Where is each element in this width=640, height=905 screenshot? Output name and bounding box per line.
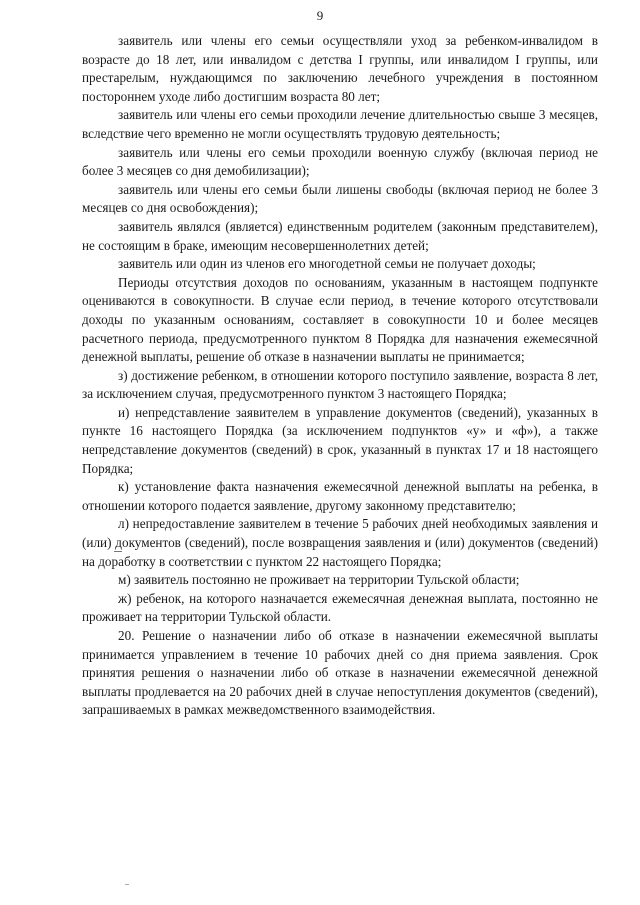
- page-number: 9: [316, 8, 324, 23]
- paragraph-income-periods: Периоды отсутствия доходов по основаниям, указанным в настоящем подпункте оцениваются в совокупности. В случае если период, в течение которого отсутствовали доходы по указанным основаниям, составляет в совокупности 10 и более месяцев расчетного периода, предусмотренного пунктом 8 Порядка для назначения ежемесячной денежной выплаты, решение об отказе в назначении выплаты не принимается;: [82, 274, 598, 365]
- paragraph-treatment: заявитель или члены его семьи проходили лечение длительностью свыше 3 месяцев, вследствие чего временно не могли осуществлять трудовую деятельность;: [82, 107, 598, 141]
- paragraph-care: заявитель или члены его семьи осуществляли уход за ребенком-инвалидом в возрасте до 18 лет, или инвалидом с детства I группы, или инвалидом I группы, или престарелым, нуждающимся по заключению лечебного учреждения в постоянном постороннем уходе либо достигшим возраста 80 лет;: [82, 33, 598, 104]
- paragraph-single-parent: заявитель являлся (является) единственным родителем (законным представителем), не состоящим в браке, имеющим несовершеннолетних детей;: [82, 218, 598, 253]
- document-body: [82, 32, 598, 720]
- scan-artifact: [114, 551, 122, 552]
- paragraph-item-zh: ж) ребенок, на которого назначается ежемесячная денежная выплата, постоянно не проживает на территории Тульской области.: [82, 590, 598, 625]
- paragraph-large-family: заявитель или один из членов его многодетной семьи не получает доходы;: [118, 256, 536, 272]
- paragraph-item-z: з) достижение ребенком, в отношении которого поступило заявление, возраста 8 лет, за исключением случая, предусмотренного пунктом 3 настоящего Порядка;: [82, 367, 598, 402]
- paragraph-item-l: л) непредоставление заявителем в течение 5 рабочих дней необходимых заявления и (или) документов (сведений), после возвращения заявления и (или) документов (сведений) на доработку в соответствии с пунктом 22 настоящего Порядка;: [82, 516, 598, 569]
- paragraph-military-service: заявитель или члены его семьи проходили военную службу (включая период не более 3 месяцев со дня демобилизации);: [82, 144, 598, 179]
- paragraph-item-i: и) непредставление заявителем в управление документов (сведений), указанных в пункте 16 настоящего Порядка (за исключением подпунктов «у» и «ф»), а также непредставление документов (сведений) в срок, указанный в пунктах 17 и 18 настоящего Порядка;: [82, 404, 598, 476]
- paragraph-item-m: м) заявитель постоянно не проживает на территории Тульской области;: [118, 572, 520, 588]
- paragraph-item-k: к) установление факта назначения ежемесячной денежной выплаты на ребенка, в отношении которого подается заявление, другому законному представителю;: [82, 479, 598, 513]
- paragraph-imprisonment: заявитель или члены его семьи были лишены свободы (включая период не более 3 месяцев со дня освобождения);: [82, 181, 598, 216]
- scan-artifact-dot: [125, 884, 129, 885]
- paragraph-section-20: 20. Решение о назначении либо об отказе в назначении ежемесячной выплаты принимается управлением в течение 10 рабочих дней со дня приема заявления. Срок принятия решения о назначении либо об отказе в назначении ежемесячной денежной выплаты продлевается на 20 рабочих дней в случае непоступления документов (сведений), запрашиваемых в рамках межведомственного взаимодействия.: [82, 628, 598, 718]
